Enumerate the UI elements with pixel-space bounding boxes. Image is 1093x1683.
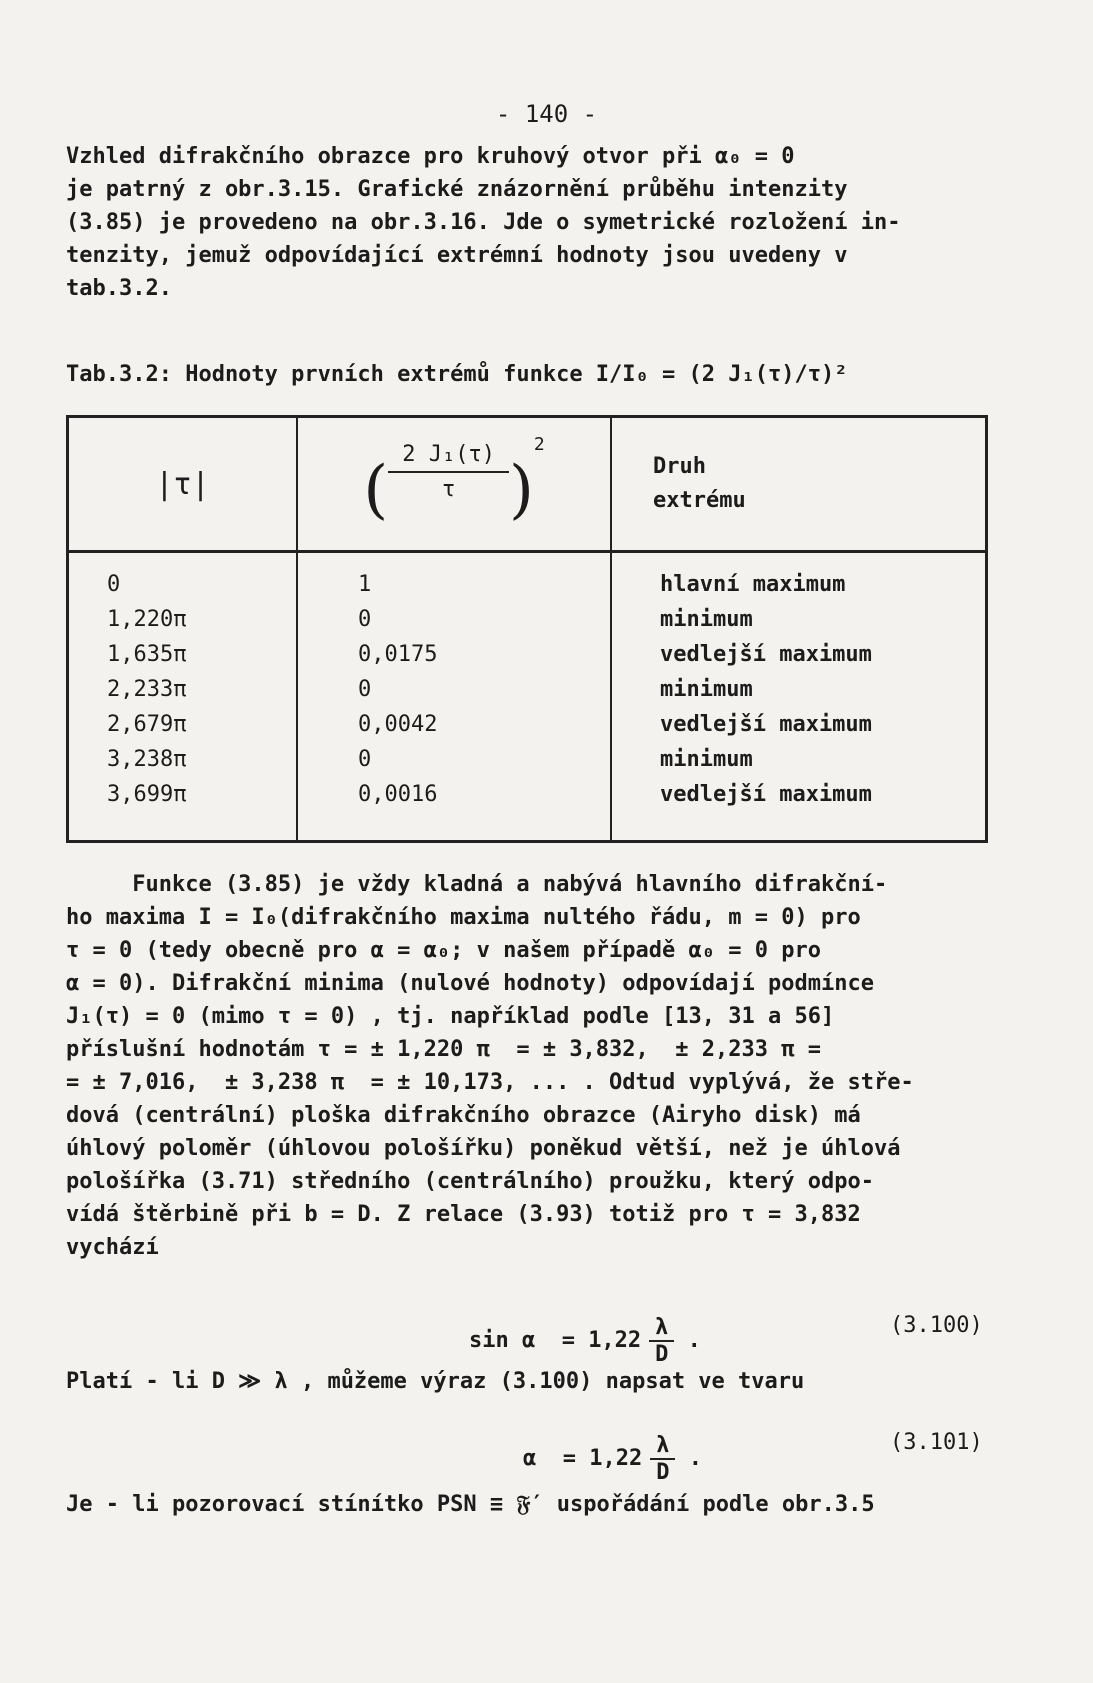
text-line: pološířka (3.71) středního (centrálního) proužku, který odpo- [66,1169,874,1194]
kind-cell: minimum [660,747,753,772]
value-cell: 1 [358,572,372,597]
text-line: úhlový poloměr (úhlovou pološířku) poněkud větší, než je úhlová [66,1136,901,1161]
page-number: - 140 - [495,100,598,128]
plati-paragraph [66,1365,1006,1398]
kind-cell: minimum [660,677,753,702]
last-paragraph [66,1488,1006,1521]
value-column [297,552,611,842]
body-paragraph [66,868,1006,1264]
text-line: vychází [66,1235,159,1260]
tau-cell: 2,233π [107,677,187,702]
tau-column [68,552,298,842]
equation-lhs: α = 1,22 [522,1446,643,1471]
equation-period: . [688,1446,702,1471]
kind-cell: hlavní maximum [660,572,846,597]
fraction-denominator: D [655,1342,669,1367]
fraction-numerator: λ [650,1433,675,1460]
text-line: Vzhled difrakčního obrazce pro kruhový otvor při α₀ = 0 [66,144,795,169]
tau-cell: 2,679π [107,712,187,737]
text-line: příslušní hodnotám τ = ± 1,220 π = ± 3,832, ± 2,233 π = [66,1037,821,1062]
text-line: τ = 0 (tedy obecně pro α = α₀; v našem případě α₀ = 0 pro [66,938,821,963]
tau-cell: 0 [107,572,121,597]
equation-fraction [649,1315,674,1367]
table-body [68,552,987,842]
text-line: tab.3.2. [66,276,172,301]
equation-fraction [650,1433,675,1485]
text-line: Funkce (3.85) je vždy kladná a nabývá hlavního difrakční- [66,872,888,897]
text-line: J₁(τ) = 0 (mimo τ = 0) , tj. například podle [13, 31 a 56] [66,1004,835,1029]
text-line: α = 0). Difrakční minima (nulové hodnoty) odpovídají podmínce [66,971,874,996]
intro-paragraph [66,140,1006,305]
tau-cell: 3,238π [107,747,187,772]
kind-cell: vedlejší maximum [660,782,872,807]
text-line: dová (centrální) ploška difrakčního obrazce (Airyho disk) má [66,1103,861,1128]
value-cell: 0 [358,607,372,632]
text-line: je patrný z obr.3.15. Grafické znázornění průběhu intenzity [66,177,848,202]
kind-cell: vedlejší maximum [660,642,872,667]
text-line: Platí - li D ≫ λ , můžeme výraz (3.100) napsat ve tvaru [66,1369,805,1394]
fraction-denominator: D [656,1460,670,1485]
header-tau [68,417,298,552]
tau-cell: 1,220π [107,607,187,632]
header-kind-line2: extrému [653,488,746,513]
header-tau-label: |τ| [155,466,210,502]
header-kind-line1: Druh [653,454,706,479]
text-line: vídá štěrbině při b = D. Z relace (3.93) totiž pro τ = 3,832 [66,1202,861,1227]
header-kind [611,417,987,552]
header-denominator: τ [441,476,456,502]
text-line: ho maxima I = I₀(difrakčního maxima nultého řádu, m = 0) pro [66,905,861,930]
fraction-numerator: λ [649,1315,674,1342]
tau-cell: 1,635π [107,642,187,667]
header-fraction [388,442,509,502]
equation-lhs: sin α = 1,22 [468,1328,642,1353]
text-line: tenzity, jemuž odpovídající extrémní hodnoty jsou uvedeny v [66,243,848,268]
equation-number: (3.101) [890,1430,983,1455]
kind-column [611,552,987,842]
extremes-table [66,415,988,843]
text-line: Je - li pozorovací stínítko PSN ≡ 𝔉′ uspořádání podle obr.3.5 [66,1492,875,1517]
equation-period: . [687,1328,701,1353]
kind-cell: vedlejší maximum [660,712,872,737]
value-cell: 0 [358,677,372,702]
header-value [297,417,611,552]
kind-cell: minimum [660,607,753,632]
value-cell: 0,0175 [358,642,438,667]
text-line: = ± 7,016, ± 3,238 π = ± 10,173, ... . Odtud vyplývá, že stře- [66,1070,914,1095]
tau-cell: 3,699π [107,782,187,807]
table-header-row [68,417,987,552]
left-paren: ( [363,452,389,527]
text-line: (3.85) je provedeno na obr.3.16. Jde o symetrické rozložení in- [66,210,901,235]
value-cell: 0,0016 [358,782,438,807]
table-caption: Tab.3.2: Hodnoty prvních extrémů funkce I/I₀ = (2 J₁(τ)/τ)² [66,362,848,387]
equation-number: (3.100) [890,1313,983,1338]
header-numerator: 2 J₁(τ) [388,442,509,473]
header-exponent: 2 [533,433,545,455]
value-cell: 0,0042 [358,712,438,737]
value-cell: 0 [358,747,372,772]
right-paren: ) [508,452,534,527]
